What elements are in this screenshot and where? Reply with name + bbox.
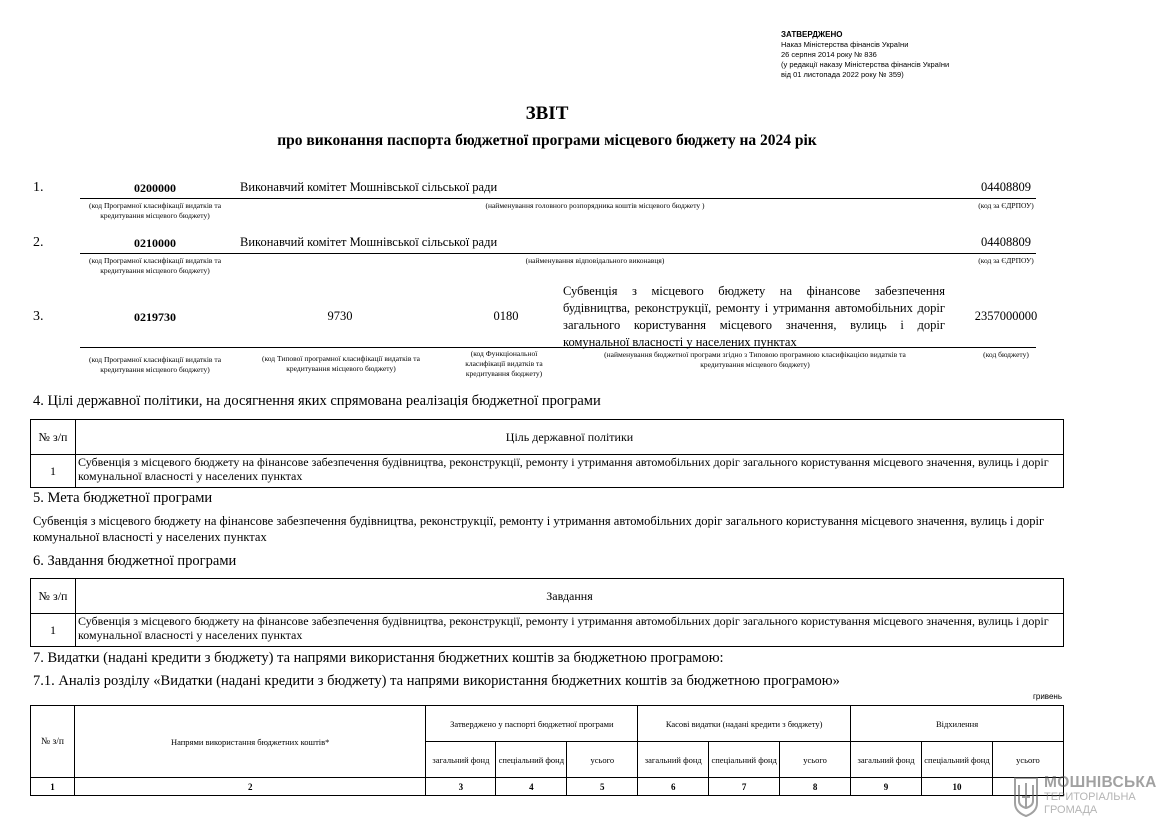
section7-1-title: 7.1. Аналіз розділу «Видатки (надані кредити з бюджету) та напрями використання бюджетних коштів за бюджетною програмою» xyxy=(33,673,840,689)
column-number: 8 xyxy=(780,778,851,796)
table-row xyxy=(31,614,1064,647)
task-text-cell: Субвенція з місцевого бюджету на фінансове забезпечення будівництва, реконструкції, ремонту і утримання автомобільних доріг загального користування місцевого значення, вулиць і доріг комунальної власності у населених пунктах xyxy=(76,614,1064,647)
row3-budget-code: 2357000000 xyxy=(974,309,1038,323)
row2-name-caption: (найменування відповідального виконавця) xyxy=(525,256,665,265)
col-goal-header: Ціль державної політики xyxy=(76,420,1064,455)
row-number-cell: 1 xyxy=(31,614,76,647)
table-header-row xyxy=(31,579,1064,614)
row2-program-code: 0210000 xyxy=(134,236,176,250)
column-number: 2 xyxy=(74,778,426,796)
deviation-general-header: загальний фонд xyxy=(851,742,922,778)
row2-executor-name: Виконавчий комітет Мошнівської сільської ради xyxy=(240,235,498,249)
section5-title: 5. Мета бюджетної програми xyxy=(33,490,213,506)
row-number-cell: 1 xyxy=(31,455,76,488)
column-number: 4 xyxy=(496,778,567,796)
approved-special-header: спеціальний фонд xyxy=(496,742,567,778)
row3-underline xyxy=(80,347,1036,348)
row1-code-caption: (код Програмної класифікації видатків та кредитування місцевого бюджету) xyxy=(88,201,222,220)
policy-goals-table xyxy=(30,419,1064,488)
row2-code-caption: (код Програмної класифікації видатків та кредитування місцевого бюджету) xyxy=(88,256,222,275)
row1-underline xyxy=(80,198,1036,199)
expenditure-table xyxy=(30,705,1064,796)
approval-line: (у редакції наказу Міністерства фінансів України xyxy=(781,60,950,69)
column-number: 9 xyxy=(851,778,922,796)
column-number: 3 xyxy=(426,778,496,796)
cash-total-header: усього xyxy=(780,742,851,778)
approved-total-header: усього xyxy=(567,742,638,778)
row2-underline xyxy=(80,253,1036,254)
group-cash-header: Касові видатки (надані кредити з бюджету) xyxy=(638,706,851,742)
row3-budget-caption: (код бюджету) xyxy=(983,350,1029,359)
deviation-total-header: усього xyxy=(992,742,1063,778)
row1-program-code: 0200000 xyxy=(134,181,176,195)
table-header-row xyxy=(31,420,1064,455)
column-number: 10 xyxy=(922,778,993,796)
section5-text: Субвенція з місцевого бюджету на фінансове забезпечення будівництва, реконструкції, ремонту і утримання автомобільних доріг загального користування місцевого значення, вулиць і доріг комунальної власності у населених пунктах xyxy=(33,514,1045,544)
table-row xyxy=(31,455,1064,488)
column-numbers-row xyxy=(31,778,1064,796)
section4-title: 4. Цілі державної політики, на досягнення яких спрямована реалізація бюджетної програми xyxy=(33,393,601,409)
approval-title: ЗАТВЕРДЖЕНО xyxy=(781,30,843,39)
table-header-row xyxy=(31,706,1064,742)
row2-edrpou: 04408809 xyxy=(981,235,1031,249)
row3-name-caption: (найменування бюджетної програми згідно з Типовою програмною класифікацією видатків та кредитування місцевого бюджету) xyxy=(604,350,906,369)
row1-number: 1. xyxy=(33,180,44,195)
approval-line: від 01 листопада 2022 року № 359) xyxy=(781,70,904,79)
row3-program-name: Субвенція з місцевого бюджету на фінансове забезпечення будівництва, реконструкції, ремонту і утримання автомобільних доріг загального користування місцевого значення, вулиць і доріг комунальної власності у населених пунктах xyxy=(563,284,945,349)
group-deviation-header: Відхилення xyxy=(851,706,1064,742)
column-number: 6 xyxy=(638,778,709,796)
currency-unit: гривень xyxy=(1032,692,1062,701)
col-task-header: Завдання xyxy=(76,579,1064,614)
approval-line: Наказ Міністерства фінансів України xyxy=(781,40,909,49)
row1-name-caption: (найменування головного розпорядника коштів місцевого бюджету ) xyxy=(485,201,705,210)
report-subtitle: про виконання паспорта бюджетної програми місцевого бюджету на 2024 рік xyxy=(277,132,817,149)
section7-title: 7. Видатки (надані кредити з бюджету) та напрями використання бюджетних коштів за бюджетною програмою: xyxy=(33,650,724,666)
watermark-line3: ГРОМАДА xyxy=(1044,804,1098,816)
row3-code-caption: (код Програмної класифікації видатків та кредитування місцевого бюджету) xyxy=(88,355,222,374)
deviation-special-header: спеціальний фонд xyxy=(922,742,993,778)
tasks-table xyxy=(30,578,1064,647)
row1-edrpou: 04408809 xyxy=(981,180,1031,194)
report-title: ЗВІТ xyxy=(525,103,569,124)
col-number-header-text: № з/п xyxy=(38,588,68,603)
approval-line: 26 серпня 2014 року № 836 xyxy=(781,50,877,59)
approval-block xyxy=(781,30,949,80)
row2-number: 2. xyxy=(33,235,44,250)
section6-title: 6. Завдання бюджетної програми xyxy=(33,553,237,569)
watermark-line2: ТЕРИТОРІАЛЬНА xyxy=(1044,791,1136,803)
row3-typical-caption: (код Типової програмної класифікації видатків та кредитування місцевого бюджету) xyxy=(261,354,421,373)
community-watermark xyxy=(1010,772,1169,826)
row1-manager-name: Виконавчий комітет Мошнівської сільської ради xyxy=(240,180,498,194)
row2-edrpou-caption: (код за ЄДРПОУ) xyxy=(978,256,1034,265)
cash-general-header: загальний фонд xyxy=(638,742,709,778)
row3-number: 3. xyxy=(33,309,44,324)
row1-edrpou-caption: (код за ЄДРПОУ) xyxy=(978,201,1034,210)
row3-program-code: 0219730 xyxy=(134,310,176,324)
col-number-header xyxy=(31,579,76,614)
row3-functional-caption: (код Функціональної класифікації видатків та кредитування бюджету) xyxy=(465,349,543,378)
watermark-line1: МОШНІВСЬКА xyxy=(1044,774,1157,791)
cash-special-header: спеціальний фонд xyxy=(709,742,780,778)
row3-typical-code: 9730 xyxy=(327,309,353,323)
approved-general-header: загальний фонд xyxy=(426,742,496,778)
group-approved-header: Затверджено у паспорті бюджетної програми xyxy=(426,706,638,742)
column-number: 5 xyxy=(567,778,638,796)
col-number-header xyxy=(31,420,76,455)
column-number: 1 xyxy=(31,778,75,796)
row3-functional-code: 0180 xyxy=(493,309,519,323)
goal-text-cell: Субвенція з місцевого бюджету на фінансове забезпечення будівництва, реконструкції, ремонту і утримання автомобільних доріг загального користування місцевого значення, вулиць і доріг комунальної власності у населених пунктах xyxy=(76,455,1064,488)
col-directions-header: Напрями використання бюджетних коштів* xyxy=(74,706,426,778)
col-number-header-text: № з/п xyxy=(38,429,68,444)
col-number-header: № з/п xyxy=(31,706,75,778)
column-number: 7 xyxy=(709,778,780,796)
trident-emblem-icon xyxy=(1012,775,1040,817)
